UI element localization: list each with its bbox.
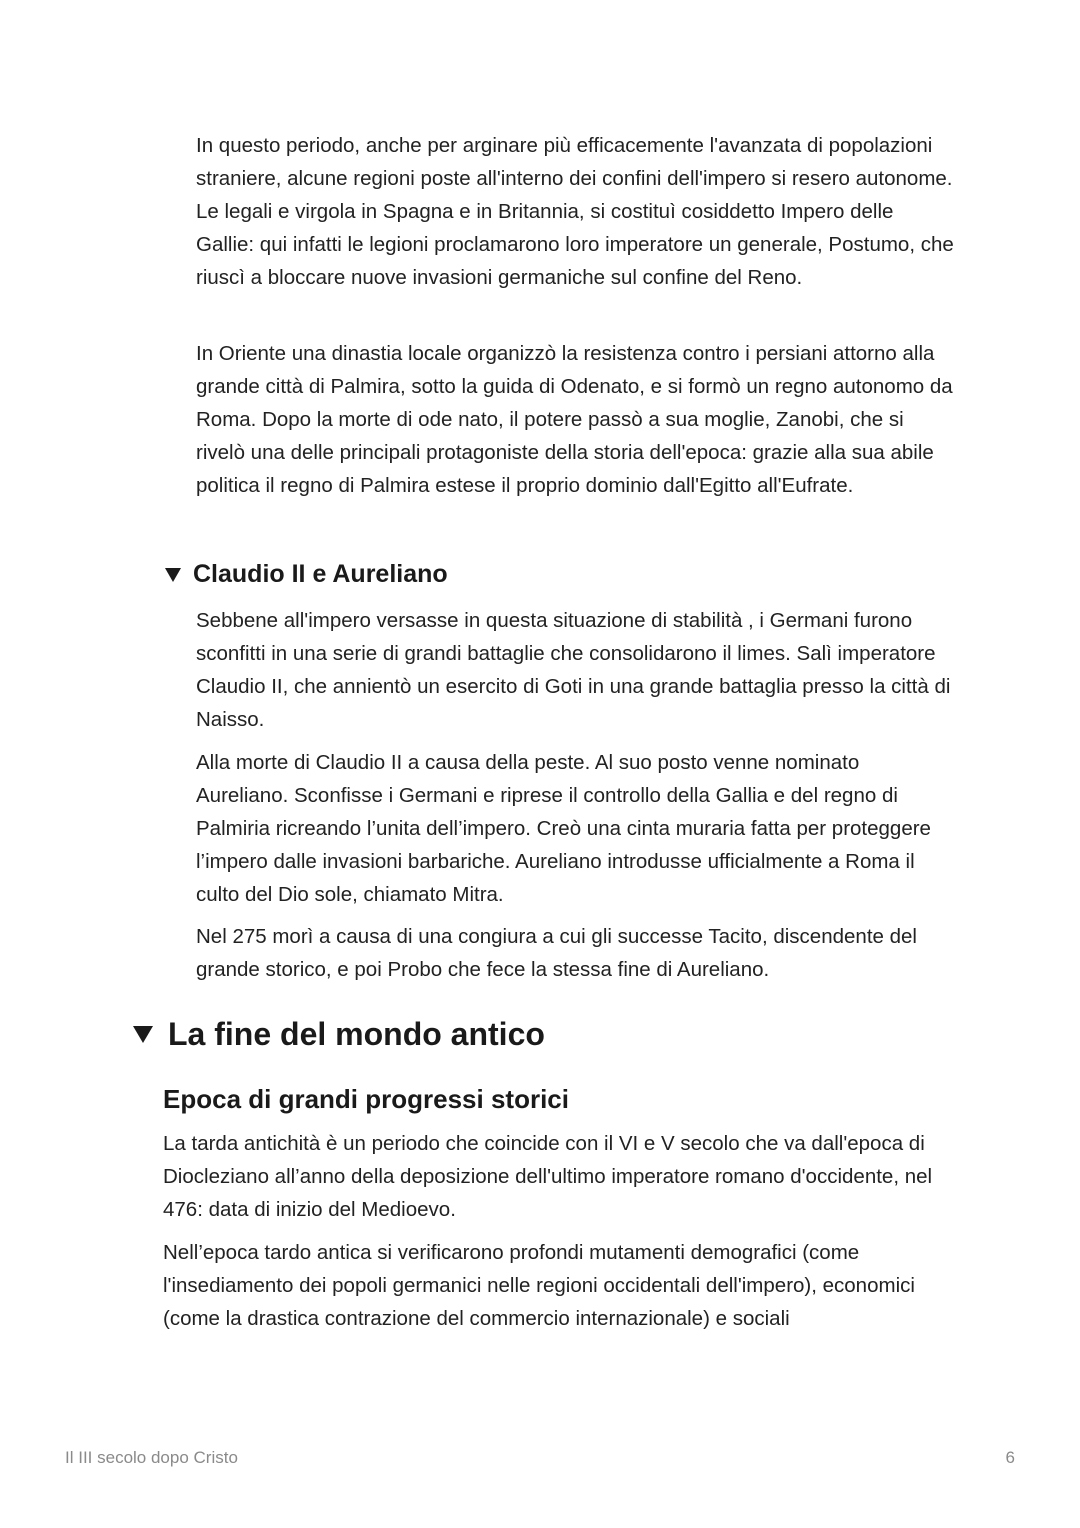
subheading-progressi-storici: Epoca di grandi progressi storici (163, 1084, 569, 1114)
heading-claudio-aureliano: Claudio II e Aureliano (193, 560, 448, 588)
paragraph-aureliano: Alla morte di Claudio II a causa della peste. Al suo posto venne nominato Aureliano. Sconfisse i Germani e riprese il controllo della Gallia e del regno di Palmiria ricreando l’unita dell’impero. Creò una cinta muraria fatta per proteggere l’impero dalle invasioni barbariche. Aureliano introdusse ufficialmente a Roma il culto del Dio sole, chiamato Mitra. (196, 751, 931, 906)
paragraph-impero-gallie: In questo periodo, anche per arginare più efficacemente l'avanzata di popolazioni straniere, alcune regioni poste all'interno dei confini dell'impero si resero autonome. Le legali e virgola in Spagna e in Britannia, si costituì cosiddetto Impero delle Gallie: qui infatti le legioni proclamarono loro imperatore un generale, Postumo, che riuscì a bloccare nuove invasioni germaniche sul confine del Reno. (196, 134, 954, 289)
paragraph-tacito-probo: Nel 275 morì a causa di una congiura a cui gli successe Tacito, discendente del grande storico, e poi Probo che fece la stessa fine di Aureliano. (196, 925, 917, 981)
footer-document-title: Il III secolo dopo Cristo (65, 1448, 238, 1467)
paragraph-mutamenti: Nell’epoca tardo antica si verificarono profondi mutamenti demografici (come l'insediamento dei popoli germanici nelle regioni occidentali dell'impero), economici (come la drastica contrazione del commercio internazionale) e sociali (163, 1241, 915, 1330)
toggle-heading-claudio[interactable] (165, 560, 448, 589)
paragraph-tarda-antichita: La tarda antichità è un periodo che coincide con il VI e V secolo che va dall'epoca di Diocleziano all’anno della deposizione dell'ultimo imperatore romano d'occidente, nel 476: data di inizio del Medioevo. (163, 1132, 933, 1221)
toggle-triangle-icon[interactable] (165, 568, 181, 582)
toggle-heading-fine-mondo-antico[interactable] (133, 1016, 545, 1053)
heading-fine-mondo-antico: La fine del mondo antico (168, 1016, 545, 1052)
footer-page-number: 6 (1005, 1448, 1015, 1467)
toggle-triangle-icon[interactable] (133, 1026, 153, 1043)
paragraph-claudio-goti: Sebbene all'impero versasse in questa situazione di stabilità , i Germani furono sconfitti in una serie di grandi battaglie che consolidarono il limes. Salì imperatore Claudio II, che annientò un esercito di Goti in una grande battaglia presso la città di Naisso. (196, 609, 951, 731)
paragraph-palmira: In Oriente una dinastia locale organizzò la resistenza contro i persiani attorno alla grande città di Palmira, sotto la guida di Odenato, e si formò un regno autonomo da Roma. Dopo la morte di ode nato, il potere passò a sua moglie, Zanobi, che si rivelò una delle principali protagoniste della storia dell'epoca: grazie alla sua abile politica il regno di Palmira estese il proprio dominio dall'Egitto all'Eufrate. (196, 342, 953, 497)
